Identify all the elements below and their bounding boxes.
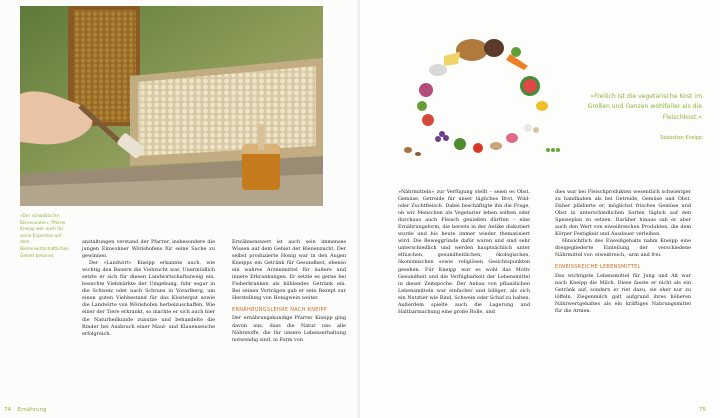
paragraph: »Nährmitteln« zur Verfügung stellt – seien es Obst, Gemüse, Getreide für unser tägliches Brot, Wild- oder Zuchtfleisch. Dabei beschäftigte ihn die Frage, ob wir Menschen als Vegetarier leben sollten oder durchaus auch Fleisch genießen dürften – eine Ernährungsform, die bereits in der Antike diskutiert wurde und bis heute immer wieder thematisiert wird. Die Beweggründe dafür waren und sind sehr unterschiedlich und werden hauptsächlich unter ethischen, gesundheitlichen, ökologischen, ökonomischen sowie religiösen Gesichtspunkten gesehen. Für Kneipp war es wohl das Motiv Gesundheit und die Verfügbarkeit der Lebensmittel in dieser Zeitepoche. Der Anbau von pflanzlichen Lebensmitteln war einfacher und billiger, als sich ein Nutztier wie Rind, Schwein oder Schaf zu halten. Außerdem spielte auch die Lagerung und Haltbarmachung eine große Rolle, und bbox=[398, 189, 530, 315]
paragraph: Erwähnenswert ist auch sein immenses Wissen auf dem Gebiet der Bienenzucht. Der selbst produzierte Honig war in den Augen Kneipps ein Getränk für Gesundheit, ebenso ein wahres Arzneimittel für äußere und innere Erkrankungen. Er setzte es gerne bei Fieberkranken als kühlendes Getränk ein. Bei seinen Vorträgen gab er sein Rezept zur Herstellung von Honigwein weiter. bbox=[232, 239, 346, 302]
right-folio bbox=[699, 407, 706, 413]
beekeeping-photo bbox=[20, 6, 323, 206]
paragraph: anstaltungen verstand der Pfarrer, insbesondere die jungen Einwohner Wörishofens für seine Sache zu gewinnen. bbox=[82, 239, 215, 260]
paragraph: dies war bei Fleischprodukten wesentlich schwieriger zu handhaben als bei Getreide, Gemüse und Obst. Daher plädierte er, möglichst frisches Gemüse und Obst in unterschiedlichen Sorten täglich auf den Speiseplan zu setzen. Darüber hinaus sah er aber auch den Wert von eiweißreichen Produkten, die dem Körper Festigkeit und Ausdauer verleihen. bbox=[555, 189, 691, 238]
paragraph: Der »Landwirt« Kneipp erkannte auch, wie wichtig den Bauern die Viehzucht war. Unermüdlich setzte er sich für diesen Landwirtschaftszweig ein, besuchte Viehmärkte der Umgebung, fuhr sogar in die Schweiz oder nach Schruns in Vorarlberg, um einen guten Viehbestand für das Klostergut sowie die Landwirte von Wörishofen herbeizuschaffen. Wie einer der Tiere erkrankt, so machte er sich auch hier die Naturheilkunde zunutze und behandelte die Rinder bei Ausbruch einer Maul- und Klauenseuche erfolgreich. bbox=[82, 260, 215, 337]
running-section: Ernährung bbox=[17, 407, 47, 413]
pull-quote: »Freilich ist die vegetarische Kost im Großen und Ganzen wohlfeiler als die Fleischkost.« bbox=[587, 93, 702, 121]
paragraph: Der ernährungskundige Pfarrer Kneipp ging davon aus, dass die Natur uns alle Nährstoffe, die für unsere Lebenserhaltung notwendig sind, in Form von bbox=[232, 315, 346, 343]
page-number: 75 bbox=[699, 407, 706, 413]
right-column-2 bbox=[555, 189, 691, 315]
paragraph: Das wichtigste Lebensmittel für Jung und Alt war nach Kneipp die Milch. Diese fasste er nicht als ein Getränk auf, sondern er riet dazu, sie eher nur zu löffeln. Ziegenmilch galt aufgrund ihres höheren Nährwertgehaltes als ein kräftiges Nahrungsmittel für die Armen. bbox=[555, 272, 691, 314]
paragraph: Hinsichtlich des Eiweißgehalts nahm Kneipp eine dreigegliederte Einteilung der verschiedene Nährmittel vor: eiweißreich, -arm und frei. bbox=[555, 238, 691, 259]
left-folio bbox=[4, 407, 46, 413]
left-column-2 bbox=[232, 239, 346, 344]
quote-author: Sebastian Kneipp bbox=[660, 136, 702, 141]
page-number: 74 bbox=[4, 407, 11, 413]
section-subhead: ERNÄHRUNGSLEHRE NACH KNEIPP bbox=[232, 307, 328, 314]
section-subhead: EIWEISSREICHE LEBENSMITTEL bbox=[555, 264, 641, 271]
left-column-1 bbox=[82, 239, 215, 338]
food-wreath-illustration bbox=[398, 32, 568, 167]
photo-caption: »Der schwäbische Bienenvater«: Pfarrer Kneipp war auch für seine Expertise auf dem Bienenwirtschaftlichen Gebiet bekannt. bbox=[20, 214, 69, 259]
right-column-1 bbox=[398, 189, 530, 316]
